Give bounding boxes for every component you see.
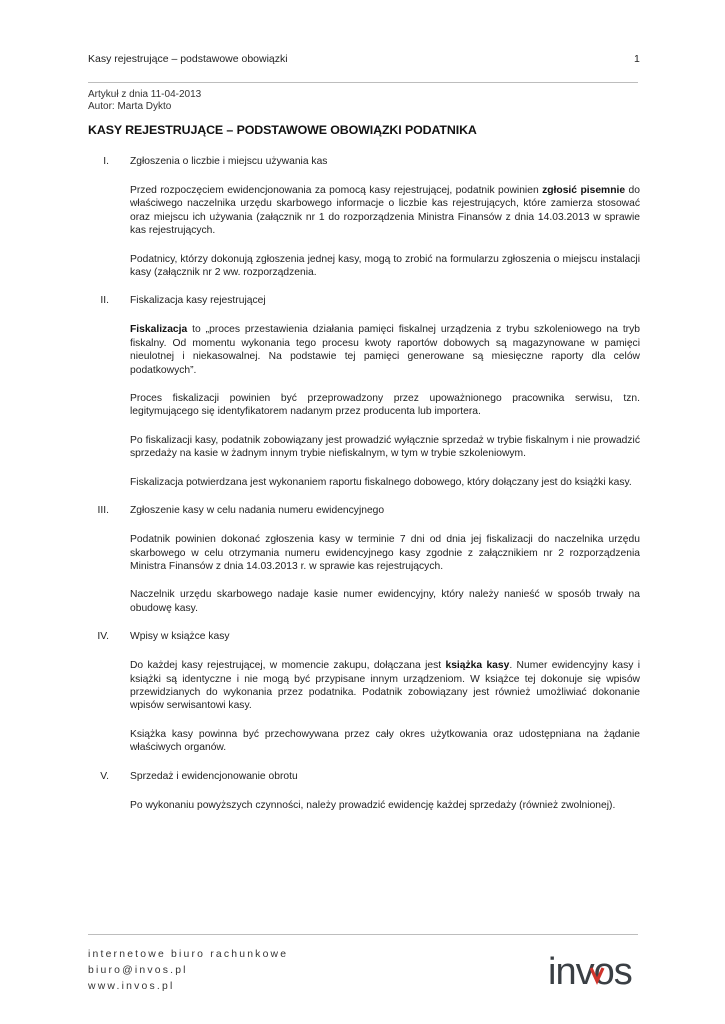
- paragraph: [130, 476, 640, 489]
- paragraph-text: Naczelnik urzędu skarbowego nadaje kasie numer ewidencyjny, który należy nanieść w sposób trwały na obudowę kasy.: [130, 589, 640, 614]
- section-title: Fiskalizacja kasy rejestrującej: [130, 295, 266, 307]
- footer-contact: [88, 947, 288, 995]
- section-heading: [88, 155, 640, 169]
- emphasis-text: zgłosić pisemnie: [542, 185, 626, 196]
- paragraph-text: Po fiskalizacji kasy, podatnik zobowiązany jest prowadzić wyłącznie sprzedaż w trybie fiskalnym i nie prowadzić sprzedaży na kasie w żadnym innym trybie niefiskalnym, w tym w trybie szkoleniowym.: [130, 434, 640, 460]
- paragraph: [130, 392, 640, 419]
- section: [88, 630, 640, 754]
- running-header-title: Kasy rejestrujące – podstawowe obowiązki: [88, 53, 288, 65]
- section-number: III.: [97, 505, 109, 517]
- section-number: IV.: [97, 631, 109, 643]
- paragraph-text: Podatnicy, którzy dokonują zgłoszenia jednej kasy, mogą to zrobić na formularzu zgłoszenia o miejscu instalacji kasy (załącznik nr 2 ww. rozporządzenia.: [130, 253, 640, 279]
- paragraph-text: Książka kasy powinna być przechowywana przez cały okres użytkowania oraz udostępniana na żądanie właściwych organów.: [130, 728, 640, 754]
- paragraph: [130, 184, 640, 238]
- document-body: [88, 155, 640, 827]
- section-number: I.: [103, 156, 109, 167]
- paragraph-text: . Numer ewidencyjny kasy i książki są identyczne i nie mogą być przypisane innym urządzeniom. W książce tej dokonuje się wpisów przewidzianych do wykonania przez podatnika. Podatnik zobowiązany jest również umożliwiać dokonanie wpisów serwisantowi kasy.: [130, 660, 641, 712]
- section-title: Zgłoszenia o liczbie i miejscu używania kas: [130, 156, 328, 167]
- emphasis-text: Fiskalizacja: [130, 324, 188, 336]
- section: [88, 294, 640, 489]
- section-heading: [88, 294, 640, 308]
- paragraph: [130, 799, 640, 812]
- paragraph: [130, 588, 640, 615]
- section: [88, 155, 640, 279]
- paragraph-text: do właściwego naczelnika urzędu skarbowego informacje o liczbie kas rejestrujących, które zamierza stosować oraz miejscu ich używania (załącznik nr 1 do rozporządzenia Ministra Finansów z dnia 14.03.2013 w sprawie kas rejestrujących.: [130, 185, 640, 237]
- section-title: Sprzedaż i ewidencjonowanie obrotu: [130, 770, 298, 782]
- paragraph-text: Po wykonaniu powyższych czynności, należy prowadzić ewidencję każdej sprzedaży (również zwolnionej).: [130, 799, 616, 811]
- section-heading: [88, 504, 640, 518]
- page-number: 1: [634, 53, 640, 65]
- invos-logo: [546, 946, 638, 992]
- paragraph-text: Przed rozpoczęciem ewidencjonowania za pomocą kasy rejestrującej, podatnik powinien: [130, 185, 543, 196]
- paragraph-text: Do każdej kasy rejestrującej, w momencie zakupu, dołączana jest: [130, 660, 446, 672]
- section: [88, 770, 640, 812]
- paragraph: [130, 253, 640, 280]
- section: [88, 504, 640, 615]
- paragraph-text: to „proces przestawienia działania pamięci fiskalnej urządzenia z trybu szkoleniowego na tryb fiskalny. Od momentu wykonania tego procesu kwoty raportów dobowych są magazynowane w pamięci nieulotnej i niekasowalnej. Na podstawie tej pamięci generowane są miesięczne raporty dla celów podatkowych”.: [130, 324, 640, 376]
- paragraph-text: Proces fiskalizacji powinien być przeprowadzony przez upoważnionego pracownika serwisu, tzn. legitymującego się identyfikatorem nadanym przez producenta lub importera.: [130, 393, 640, 418]
- section-number: V.: [100, 770, 109, 782]
- article-meta: [88, 89, 201, 113]
- section-number: II.: [100, 295, 109, 307]
- section-title: Wpisy w książce kasy: [130, 631, 230, 643]
- section-heading: [88, 630, 640, 644]
- article-author: Autor: Marta Dykto: [88, 101, 172, 112]
- footer-divider: [88, 934, 638, 935]
- paragraph: [130, 728, 640, 755]
- article-date: Artykuł z dnia 11-04-2013: [88, 89, 202, 100]
- paragraph: [130, 434, 640, 461]
- header-divider: [88, 82, 638, 83]
- footer-website[interactable]: www.invos.pl: [88, 981, 175, 992]
- paragraph: [130, 659, 640, 713]
- paragraph-text: Podatnik powinien dokonać zgłoszenia kasy w terminie 7 dni od dnia jej fiskalizacji do naczelnika urzędu skarbowego w celu otrzymania numeru ewidencyjnego kasy zgodnie z załącznikiem nr 2 rozporządzenia Ministra Finansów z dnia 14.03.2013 r. w sprawie kas rejestrujących.: [130, 534, 640, 572]
- paragraph: [130, 533, 640, 573]
- paragraph: [130, 323, 640, 377]
- section-title: Zgłoszenie kasy w celu nadania numeru ewidencyjnego: [130, 505, 385, 517]
- invos-logo-text: invos: [548, 951, 632, 992]
- paragraph-text: Fiskalizacja potwierdzana jest wykonaniem raportu fiskalnego dobowego, który dołączany jest do książki kasy.: [130, 476, 632, 488]
- emphasis-text: książka kasy: [445, 660, 510, 672]
- document-title: KASY REJESTRUJĄCE – PODSTAWOWE OBOWIĄZKI PODATNIKA: [88, 123, 477, 137]
- footer-email[interactable]: biuro@invos.pl: [88, 965, 188, 976]
- footer-tagline: internetowe biuro rachunkowe: [88, 949, 289, 960]
- section-heading: [88, 770, 640, 784]
